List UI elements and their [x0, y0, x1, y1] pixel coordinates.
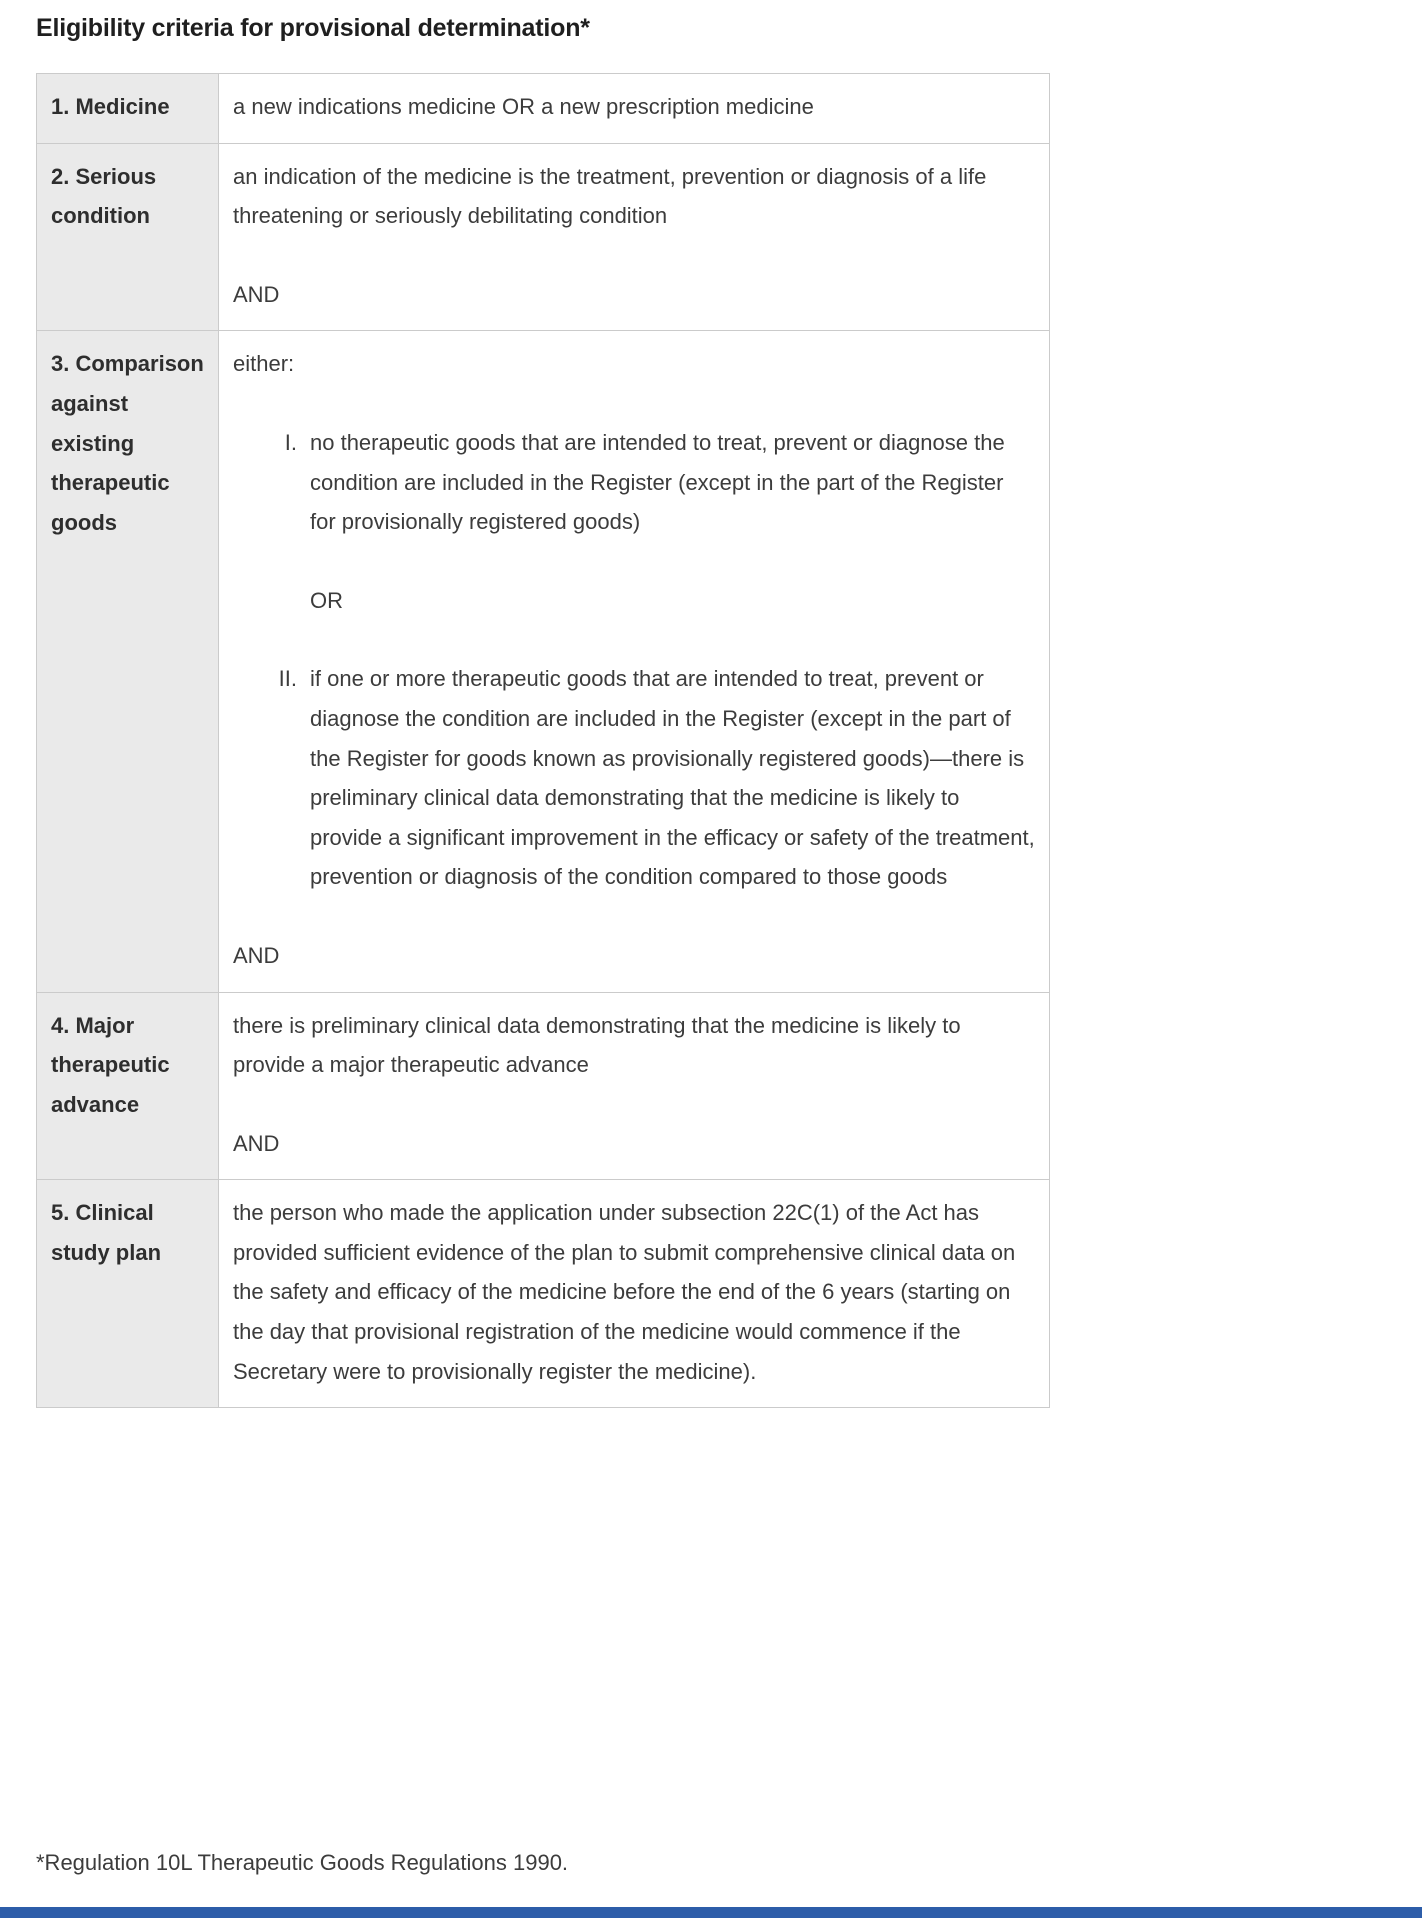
footnote: *Regulation 10L Therapeutic Goods Regulations 1990.: [36, 1850, 569, 1875]
list-item: [233, 659, 1035, 897]
row-content-clinical-study-plan: [219, 1180, 1050, 1408]
criterion-text: a new indications medicine OR a new prescription medicine: [233, 94, 814, 119]
row-header-clinical-study-plan: 5. Clinical study plan: [37, 1180, 219, 1408]
eligibility-criteria-table: [36, 73, 1050, 1408]
row-content-medicine: [219, 74, 1050, 144]
row-content-comparison: [219, 331, 1050, 992]
criterion-text: the person who made the application under subsection 22C(1) of the Act has provided sufficient evidence of the plan to submit comprehensive clinical data on the safety and efficacy of the medicine before the end of the 6 years (starting on the day that provisional registration of the medicine would commence if the Secretary were to provisionally register the medicine).: [233, 1200, 1016, 1384]
table-row-clinical-study-plan: [37, 1180, 1050, 1408]
or-connector: OR: [310, 587, 343, 613]
list-item: [233, 423, 1035, 542]
table-row-serious-condition: [37, 143, 1050, 331]
row-content-serious-condition: [219, 143, 1050, 331]
table-row-comparison: [37, 331, 1050, 992]
and-connector: AND: [233, 281, 280, 307]
row-header-comparison: 3. Comparison against existing therapeutic goods: [37, 331, 219, 992]
row-content-major-advance: [219, 992, 1050, 1180]
list-intro: either:: [233, 351, 295, 377]
list-item-text: if one or more therapeutic goods that are intended to treat, prevent or diagnose the condition are included in the Register (except in the part of the Register for goods known as provisionally registered goods)—there is preliminary clinical data demonstrating that the medicine is likely to provide a significant improvement in the efficacy or safety of the treatment, prevention or diagnosis of the condition compared to those goods: [310, 666, 1035, 890]
list-marker: I.: [284, 429, 297, 455]
page-title: Eligibility criteria for provisional determination*: [36, 14, 590, 42]
and-connector: AND: [233, 942, 280, 968]
row-header-major-advance: 4. Major therapeutic advance: [37, 992, 219, 1180]
row-header-medicine: 1. Medicine: [37, 74, 219, 144]
footer-bar: [0, 1907, 1422, 1918]
list-marker: II.: [278, 666, 297, 692]
criterion-text: there is preliminary clinical data demonstrating that the medicine is likely to provide a major therapeutic advance: [233, 1012, 961, 1078]
and-connector: AND: [233, 1130, 280, 1156]
row-header-serious-condition: 2. Serious condition: [37, 143, 219, 331]
table-row-medicine: [37, 74, 1050, 144]
criterion-text: an indication of the medicine is the treatment, prevention or diagnosis of a life threatening or seriously debilitating condition: [233, 163, 987, 229]
table-row-major-advance: [37, 992, 1050, 1180]
list-item-text: no therapeutic goods that are intended to treat, prevent or diagnose the condition are included in the Register (except in the part of the Register for provisionally registered goods): [310, 429, 1005, 535]
